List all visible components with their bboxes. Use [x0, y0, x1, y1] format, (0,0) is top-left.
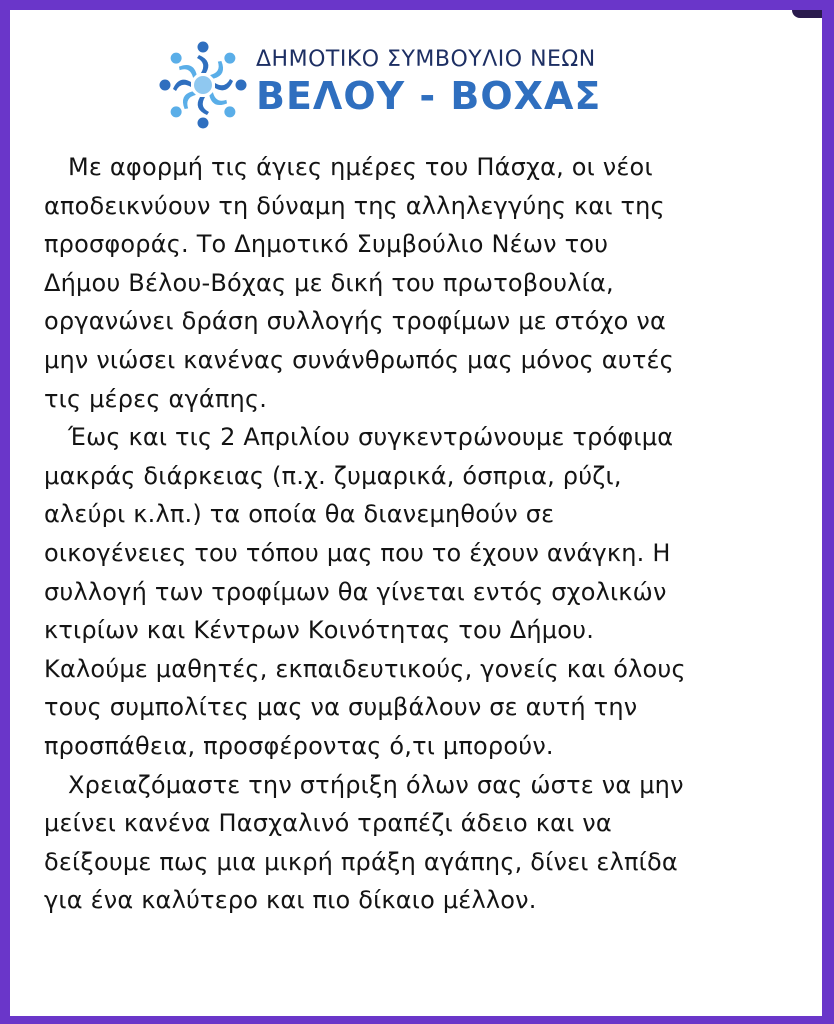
text-line: συλλογή των τροφίμων θα γίνεται εντός σχολικών [44, 577, 667, 606]
text-line: τους συμπολίτες μας να συμβάλουν σε αυτή την [44, 693, 638, 722]
text-line: μακράς διάρκειας (π.χ. ζυμαρικά, όσπρια, ρύζι, [44, 461, 622, 490]
text-line: οργανώνει δράση συλλογής τροφίμων με στόχο να [44, 307, 667, 336]
logo-figure [215, 79, 247, 91]
logo-figure [198, 97, 210, 129]
text-line: Δήμου Βέλου-Βόχας με δική του πρωτοβουλία, [44, 268, 614, 297]
people-circle-logo-icon [156, 38, 250, 132]
text-line: αλεύρι κ.λπ.) τα οποία θα διανεμηθούν σε [44, 500, 555, 529]
text-line: προσπάθεια, προσφέροντας ό,τι μπορούν. [44, 731, 554, 760]
header-text [256, 48, 716, 120]
text-line: Με αφορμή τις άγιες ημέρες του Πάσχα, οι νέοι [68, 153, 653, 181]
logo-figure [207, 50, 237, 80]
text-line: Χρειαζόμαστε την στήριξη όλων σας ώστε να μην [68, 770, 684, 799]
logo-figure [168, 90, 198, 120]
announcement-text [44, 148, 802, 920]
text-line: για ένα καλύτερο και πιο δίκαιο μέλλον. [44, 886, 537, 915]
header [156, 38, 716, 134]
paragraph [44, 418, 802, 765]
text-line: αποδεικνύουν τη δύναμη της αλληλεγγύης και της [44, 191, 665, 220]
paragraph [44, 148, 802, 418]
text-line: μείνει κανένα Πασχαλινό τραπέζι άδειο και να [44, 809, 612, 838]
logo-figure [208, 89, 238, 119]
logo-figure [168, 50, 198, 80]
logo-figure [160, 80, 192, 92]
paragraph [44, 766, 802, 920]
text-line: οικογένειες του τόπου μας που το έχουν ανάγκη. Η [44, 538, 671, 567]
council-subtitle: ΔΗΜΟΤΙΚΟ ΣΥΜΒΟΥΛΙΟ ΝΕΩΝ [256, 47, 596, 72]
text-line: δείξουμε πως μια μικρή πράξη αγάπης, δίνει ελπίδα [44, 847, 678, 876]
municipality-title: ΒΕΛΟΥ - ΒΟΧΑΣ [256, 74, 602, 118]
text-line: Καλούμε μαθητές, εκπαιδευτικούς, γονείς και όλους [44, 654, 686, 683]
text-line: Έως και τις 2 Απριλίου συγκεντρώνουμε τρόφιμα [68, 423, 674, 452]
logo-figure [197, 42, 209, 74]
text-line: κτιρίων και Κέντρων Κοινότητας του Δήμου. [44, 616, 595, 645]
text-line: προσφοράς. Το Δημοτικό Συμβούλιο Νέων του [44, 230, 609, 259]
text-line: μην νιώσει κανένας συνάνθρωπός μας μόνος αυτές [44, 345, 674, 374]
corner-mark [792, 10, 822, 18]
text-line: τις μέρες αγάπης. [44, 384, 268, 413]
announcement-page [10, 10, 822, 1016]
